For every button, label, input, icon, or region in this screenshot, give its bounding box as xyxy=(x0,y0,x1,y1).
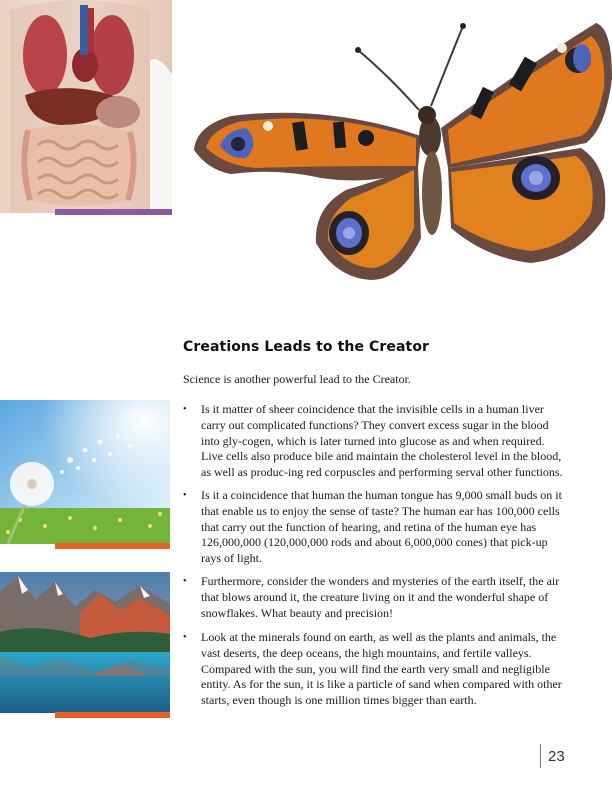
bullet-text: Is it matter of sheer coincidence that the invisible cells in a human liver carry out complicated functions? They convert excess sugar in the blood into gly-cogen, which is later turned into glucose as and when required. Live cells also produce bile and maintain the cholesterol level in the blood, as well as produc-ing red corpuscles and performing serval other functions. xyxy=(201,402,563,480)
bullet-text: Furthermore, consider the wonders and mysteries of the earth itself, the air that blows around it, the creature living on it and the wonderful shape of snowflakes. What beauty and precision! xyxy=(201,574,560,620)
bullet-marker: • xyxy=(183,404,187,415)
anatomy-model-image xyxy=(0,0,172,213)
bullet-marker: • xyxy=(183,576,187,587)
accent-bar-purple xyxy=(55,209,172,215)
dandelion-image xyxy=(0,400,170,544)
page-number: 23 xyxy=(548,748,565,765)
bullet-marker: • xyxy=(183,490,187,501)
intro-paragraph: Science is another powerful lead to the Creator. xyxy=(183,372,411,386)
section-heading: Creations Leads to the Creator xyxy=(183,339,430,355)
bullet-text: Is it a coincidence that human the human tongue has 9,000 small buds on it that enable us to enjoy the sense of taste? The human ear has 100,000 cells that carry out the function of hearing, and retina of the human eye has 126,000,000 (120,000,000 rods and about 6,000,000 cones) that pick-up rays of light. xyxy=(201,488,562,566)
mountain-lake-image xyxy=(0,572,170,713)
page-number-divider xyxy=(540,744,541,768)
accent-bar-orange xyxy=(55,543,170,549)
bullet-text: Look at the minerals found on earth, as well as the plants and animals, the vast deserts, the deep oceans, the high mountains, and fertile valleys. Compared with the sun, you will find the earth very small and negligible entity. As for the sun, it is like a particle of sand when compared with other starts, even though is one million times bigger than earth. xyxy=(201,630,562,708)
butterfly-image xyxy=(186,18,612,318)
bullet-marker: • xyxy=(183,632,187,643)
accent-bar-orange xyxy=(55,712,170,718)
